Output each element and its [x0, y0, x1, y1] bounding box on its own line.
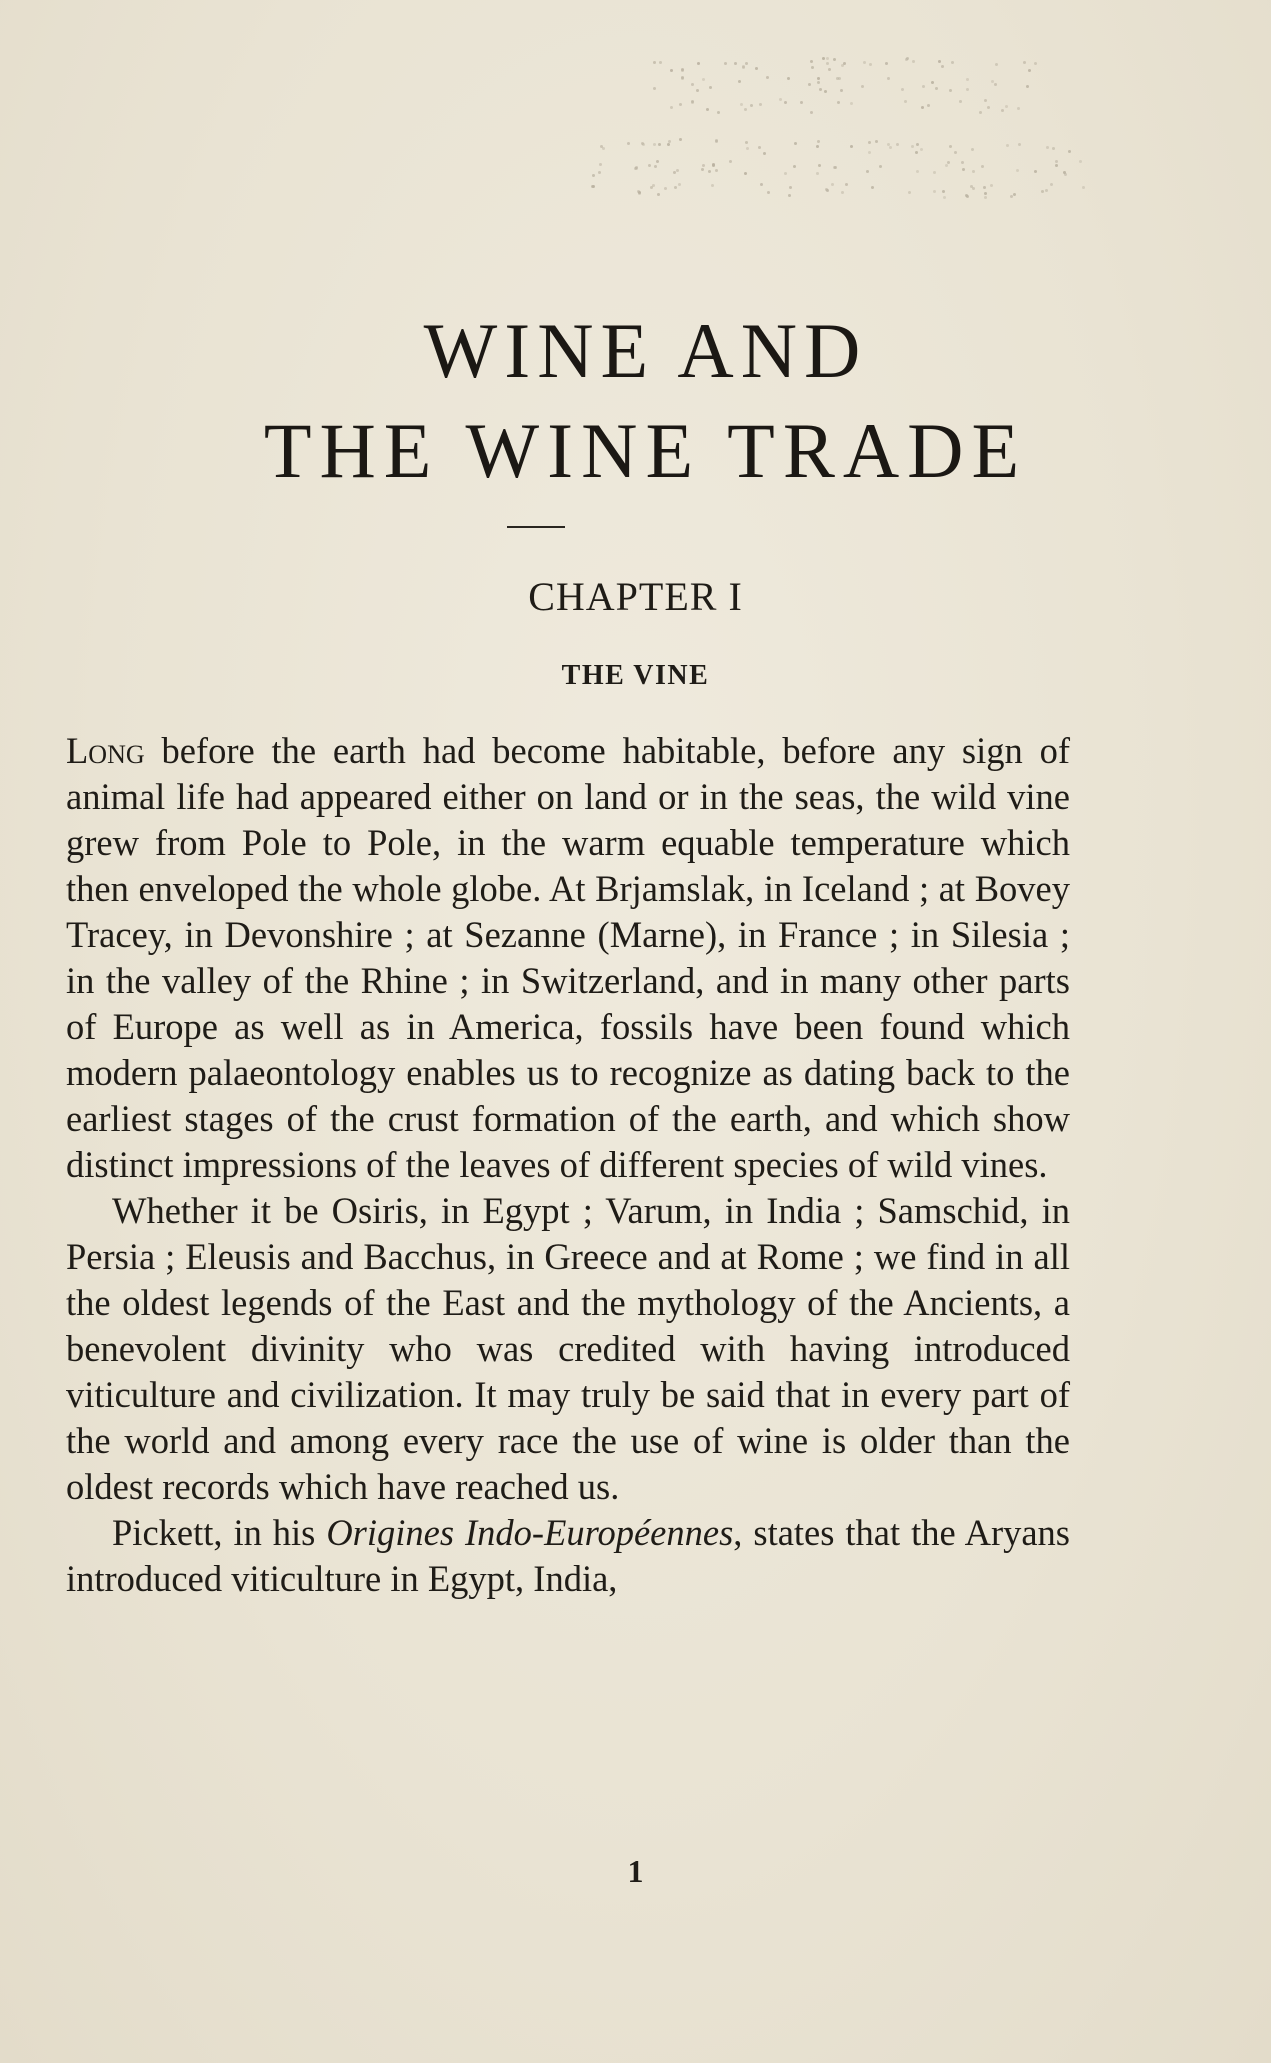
stamp-dot: [962, 168, 965, 171]
stamp-dot: [808, 83, 811, 86]
stamp-dot: [794, 142, 797, 145]
stamp-dot: [981, 165, 984, 168]
stamp-dot: [927, 104, 930, 107]
stamp-dot: [1068, 150, 1071, 153]
stamp-dot: [911, 145, 914, 148]
stamp-dot: [868, 151, 871, 154]
stamp-dot: [889, 146, 892, 149]
stamp-dot: [817, 81, 820, 84]
stamp-dot: [935, 87, 938, 90]
stamp-dot: [599, 163, 602, 166]
stamp-dot: [826, 189, 829, 192]
chapter-subtitle: THE VINE: [561, 660, 710, 691]
stamp-dot: [779, 98, 782, 101]
stamp-dot: [676, 169, 679, 172]
stamp-dot: [742, 66, 745, 69]
stamp-dot: [744, 108, 747, 111]
stamp-dot: [850, 102, 853, 105]
stamp-dot: [822, 57, 825, 60]
paragraph-1: [66, 728, 1070, 1188]
stamp-dot: [905, 58, 908, 61]
stamp-dot: [942, 190, 945, 193]
stamp-dot: [837, 101, 840, 104]
stamp-dot: [696, 89, 699, 92]
stamp-dot: [1034, 62, 1037, 65]
stamp-dot: [738, 80, 741, 83]
stamp-dot: [879, 165, 882, 168]
stamp-dot: [659, 61, 662, 64]
stamp-dot: [984, 196, 987, 199]
stamp-dot: [943, 196, 946, 199]
stamp-dot: [784, 172, 787, 175]
stamp-dot: [954, 151, 957, 154]
stamp-dot: [920, 148, 923, 151]
stamp-dot: [650, 186, 653, 189]
stamp-dot: [941, 65, 944, 68]
stamp-dot: [984, 192, 987, 195]
stamp-dot: [664, 187, 667, 190]
stamp-dot: [767, 191, 770, 194]
stamp-dot: [938, 60, 941, 63]
stamp-dot: [702, 164, 705, 167]
stamp-dot: [868, 141, 871, 144]
chapter-heading: CHAPTER I: [528, 574, 743, 619]
stamp-dot: [811, 66, 814, 69]
stamp-dot: [1064, 173, 1067, 176]
stamp-dot: [836, 77, 839, 80]
stamp-dot: [1046, 146, 1049, 149]
paragraph-3: [66, 1510, 1070, 1602]
paragraph-1-text: before the earth had become habitable, before any sign of animal life had appeared either on land or in the seas, the wild vine grew from Pole to Pole, in the warm equable temperature which then enveloped the whole globe. At Brjamslak, in Iceland ; at Bovey Tracey, in Devonshire ; at Sezanne (Marne), in France ; in Silesia ; in the valley of the Rhine ; in Switzerland, and in many other parts of Europe as well as in America, fossils have been found which modern palaeontology enables us to recognize as dating back to the earliest stages of the crust formation of the earth, and which show distinct impressions of the leaves of different species of wild vines.: [66, 730, 1070, 1185]
stamp-dot: [598, 171, 601, 174]
stamp-dot: [715, 169, 718, 172]
stamp-dot: [635, 167, 638, 170]
stamp-dot: [750, 104, 753, 107]
stamp-dot: [966, 78, 969, 81]
stamp-dot: [740, 103, 743, 106]
stamp-dot: [933, 171, 936, 174]
stamp-dot: [734, 62, 737, 65]
stamp-dot: [679, 138, 682, 141]
stamp-dot: [875, 140, 878, 143]
stamp-dot: [863, 61, 866, 64]
stamp-dot: [759, 103, 762, 106]
stamp-dot: [912, 60, 915, 63]
paragraph-3-start: Pickett, in his: [112, 1512, 327, 1553]
stamp-dot: [724, 62, 727, 65]
stamp-dot: [787, 77, 790, 80]
stamp-dot: [653, 143, 656, 146]
stamp-dot: [758, 146, 761, 149]
stamp-dot: [744, 172, 747, 175]
stamp-dot: [901, 88, 904, 91]
stamp-dot: [668, 140, 671, 143]
stamp-dot: [833, 58, 836, 61]
stamp-dot: [800, 101, 803, 104]
stamp-dot: [638, 192, 641, 195]
stamp-dot: [995, 63, 998, 66]
stamp-dot: [840, 89, 843, 92]
stamp-dot: [826, 62, 829, 65]
stamp-dot: [916, 143, 919, 146]
stamp-dot: [658, 143, 661, 146]
stamp-dot: [678, 183, 681, 186]
title-line-1: WINE AND: [423, 307, 868, 394]
stamp-dot: [602, 147, 605, 150]
stamp-dot: [1045, 189, 1048, 192]
stamp-dot: [712, 164, 715, 167]
stamp-dot: [831, 183, 834, 186]
stamp-dot: [766, 76, 769, 79]
stamp-dot: [972, 170, 975, 173]
stamp-dot: [959, 100, 962, 103]
stamp-dot: [1055, 164, 1058, 167]
stamp-dot: [816, 172, 819, 175]
stamp-dot: [1006, 144, 1009, 147]
stamp-dot: [896, 143, 899, 146]
stamp-dot: [817, 77, 820, 80]
stamp-dot: [670, 106, 673, 109]
stamp-dot: [715, 140, 718, 143]
stamp-dot: [1028, 69, 1031, 72]
paragraph-3-end: , states that the Aryans introduced viticulture in Egypt, India,: [66, 1512, 1071, 1599]
stamp-dot: [729, 160, 732, 163]
stamp-dot: [826, 57, 829, 60]
stamp-dot: [709, 86, 712, 89]
title-divider: [507, 526, 565, 528]
stamp-dot: [810, 111, 813, 114]
stamp-dot: [789, 186, 792, 189]
stamp-dot: [702, 78, 705, 81]
stamp-dot: [810, 60, 813, 63]
stamp-dot: [949, 89, 952, 92]
stamp-dot: [717, 111, 720, 114]
stamp-dot: [674, 186, 677, 189]
stamp-dot: [921, 106, 924, 109]
title-line-2: THE WINE TRADE: [263, 407, 1028, 494]
stamp-dot: [845, 183, 848, 186]
stamp-dot: [1010, 195, 1013, 198]
stamp-dot: [991, 80, 994, 83]
stamp-dot: [711, 184, 714, 187]
stamp-dot: [708, 170, 711, 173]
stamp-dot: [819, 88, 822, 91]
stamp-dot: [824, 90, 827, 93]
stamp-dot: [915, 151, 918, 154]
stamp-dot: [933, 190, 936, 193]
stamp-dot: [592, 185, 595, 188]
stamp-dot: [760, 183, 763, 186]
paragraph-2: Whether it be Osiris, in Egypt ; Varum, in India ; Samschid, in Persia ; Eleusis and Bacchus, in Greece and at Rome ; we find in all the oldest legends of the East and the mythology of the Ancients, a benevolent divinity who was credited with having introduced viticulture and civilization. It may truly be said that in every part of the world and among every race the use of wine is older than the oldest records which have reached us.: [66, 1190, 1070, 1507]
stamp-dot: [971, 148, 974, 151]
stamp-dot: [817, 140, 820, 143]
stamp-dot: [866, 170, 869, 173]
stamp-dot: [1016, 169, 1019, 172]
stamp-dot: [871, 186, 874, 189]
stamp-dot: [816, 145, 819, 148]
paragraph-1-lead-word: Long: [66, 730, 145, 771]
stamp-dot: [701, 168, 704, 171]
stamp-dot: [916, 170, 919, 173]
stamp-dot: [1023, 61, 1026, 64]
stamp-dot: [1026, 85, 1029, 88]
stamp-dot: [983, 186, 986, 189]
stamp-dot: [1055, 160, 1058, 163]
stamp-dot: [922, 85, 925, 88]
stamp-dot: [793, 165, 796, 168]
stamp-dot: [691, 101, 694, 104]
stamp-dot: [1079, 160, 1082, 163]
stamp-dot: [869, 63, 872, 66]
stamp-dot: [653, 87, 656, 90]
stamp-dot: [654, 165, 657, 168]
stamp-dot: [784, 101, 787, 104]
stamp-dot: [670, 69, 673, 72]
stamp-dot: [1050, 183, 1053, 186]
stamp-dot: [861, 85, 864, 88]
stamp-dot: [657, 193, 660, 196]
stamp-dot: [788, 194, 791, 197]
stamp-dot: [642, 143, 645, 146]
stamp-dot: [652, 184, 655, 187]
stamp-dot: [966, 88, 969, 91]
stamp-dot: [1017, 107, 1020, 110]
stamp-dot: [979, 111, 982, 114]
stamp-dot: [987, 106, 990, 109]
stamp-dot: [841, 191, 844, 194]
stamp-dot: [990, 184, 993, 187]
stamp-dot: [972, 187, 975, 190]
stamp-dot: [1041, 190, 1044, 193]
stamp-dot: [951, 61, 954, 64]
stamp-dot: [745, 62, 748, 65]
book-title-italic: Origines Indo-Européennes: [326, 1512, 734, 1553]
faint-stamp-mark: [590, 48, 1090, 208]
stamp-dot: [908, 191, 911, 194]
stamp-dot: [745, 141, 748, 144]
stamp-dot: [834, 166, 837, 169]
stamp-dot: [648, 164, 651, 167]
stamp-dot: [1082, 186, 1085, 189]
stamp-dot: [592, 174, 595, 177]
stamp-dot: [966, 195, 969, 198]
stamp-dot: [691, 83, 694, 86]
stamp-dot: [755, 67, 758, 70]
stamp-dot: [904, 100, 907, 103]
stamp-dot: [746, 147, 749, 150]
stamp-dot: [1005, 105, 1008, 108]
stamp-dot: [653, 61, 656, 64]
stamp-dot: [818, 164, 821, 167]
stamp-dot: [681, 77, 684, 80]
stamp-dot: [763, 152, 766, 155]
stamp-dot: [931, 81, 934, 84]
stamp-dot: [949, 145, 952, 148]
stamp-dot: [850, 145, 853, 148]
stamp-dot: [994, 83, 997, 86]
stamp-dot: [627, 142, 630, 145]
stamp-dot: [706, 108, 709, 111]
stamp-dot: [961, 161, 964, 164]
page-number: 1: [627, 1853, 644, 1889]
stamp-dot: [656, 160, 659, 163]
stamp-dot: [1018, 143, 1021, 146]
stamp-dot: [681, 69, 684, 72]
stamp-dot: [843, 62, 846, 65]
stamp-dot: [1052, 147, 1055, 150]
stamp-dot: [667, 143, 670, 146]
stamp-dot: [1034, 170, 1037, 173]
stamp-dot: [887, 77, 890, 80]
stamp-dot: [945, 164, 948, 167]
stamp-dot: [1013, 193, 1016, 196]
stamp-dot: [885, 62, 888, 65]
stamp-dot: [984, 99, 987, 102]
stamp-dot: [697, 62, 700, 65]
stamp-dot: [828, 68, 831, 71]
stamp-dot: [679, 103, 682, 106]
body-text: [66, 728, 1070, 1602]
stamp-dot: [1001, 109, 1004, 112]
